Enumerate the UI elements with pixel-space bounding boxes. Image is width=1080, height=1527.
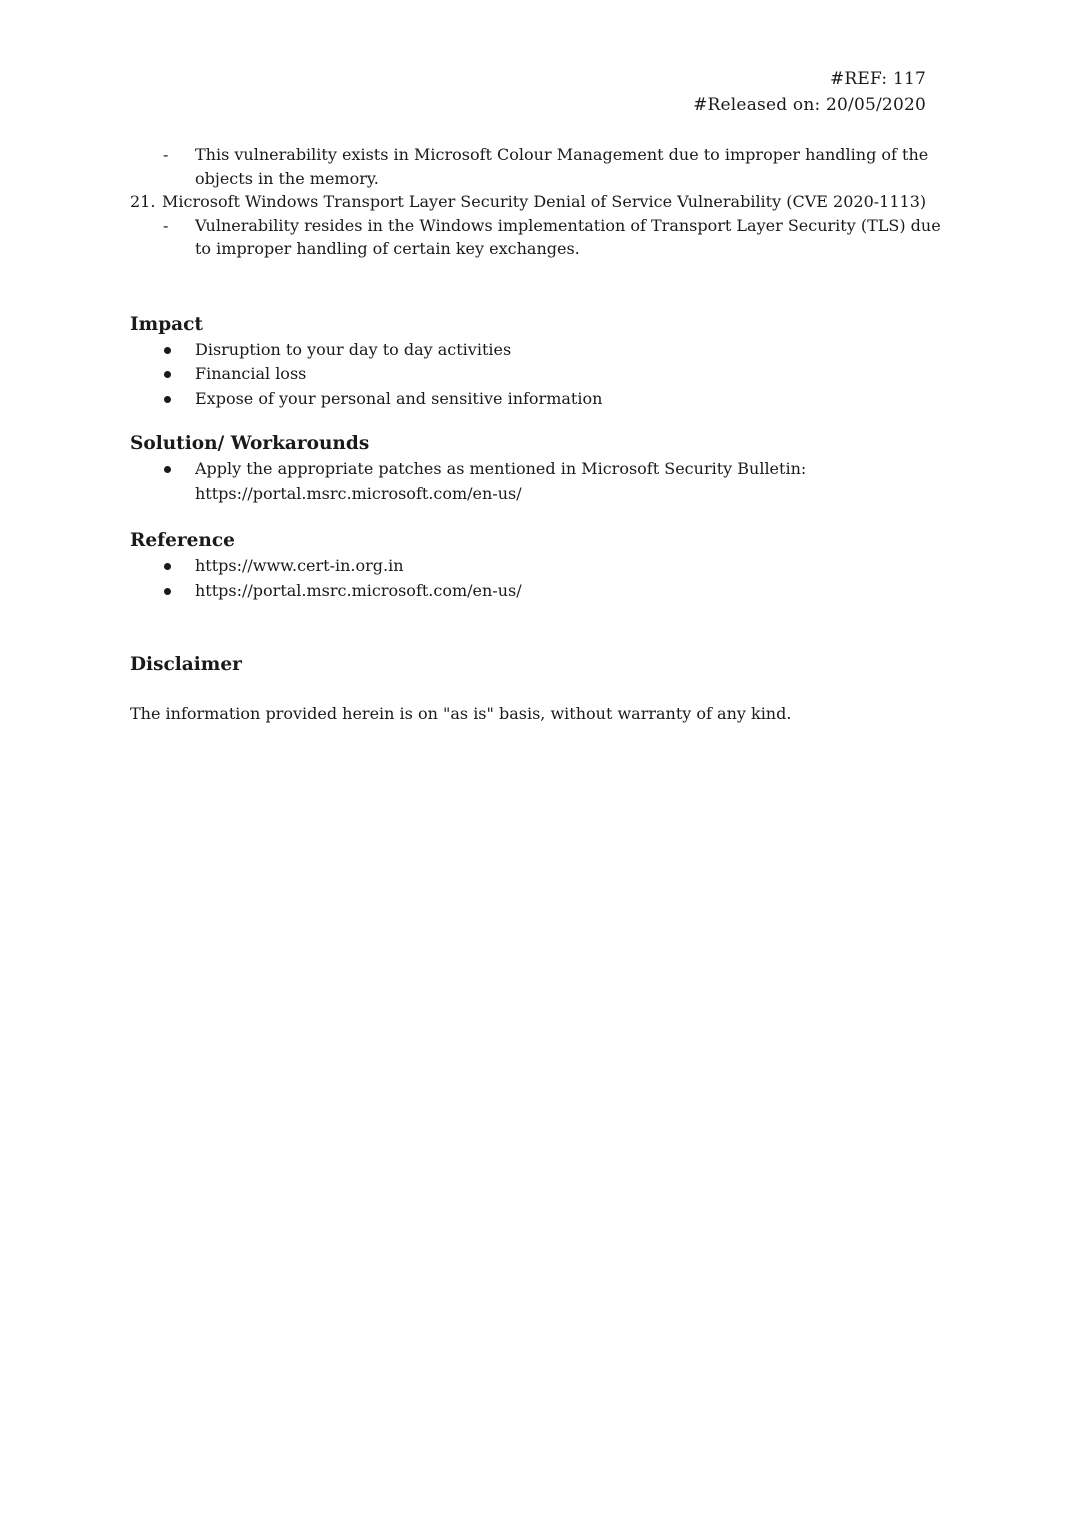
list-item: Apply the appropriate patches as mentioned in Microsoft Security Bulletin: https://portal.msrc.microsoft.com/en-us/	[130, 457, 948, 506]
list-item	[130, 554, 948, 579]
solution-section	[130, 431, 948, 506]
reference-heading: Reference	[130, 530, 235, 551]
bullet-icon	[164, 396, 171, 403]
msrc-portal-link[interactable]: https://portal.msrc.microsoft.com/en-us/	[195, 580, 522, 600]
cert-in-link[interactable]: https://www.cert-in.org.in	[195, 556, 404, 575]
release-date: #Released on: 20/05/2020	[693, 95, 926, 115]
bullet-icon	[164, 466, 171, 473]
document-header	[693, 66, 926, 118]
list-item: Disruption to your day to day activities	[130, 338, 948, 363]
list-number: 21.	[130, 192, 156, 211]
list-item: Expose of your personal and sensitive information	[130, 387, 948, 412]
dash-marker: -	[163, 145, 169, 164]
vulnerability-detail-20	[130, 143, 948, 190]
msrc-portal-link[interactable]: https://portal.msrc.microsoft.com/en-us/	[195, 483, 522, 503]
list-item	[130, 579, 948, 604]
vulnerability-item-21	[130, 190, 948, 214]
impact-list	[130, 338, 948, 412]
vulnerability-detail-text: This vulnerability exists in Microsoft Colour Management due to improper handling of the objects in the memory.	[195, 145, 929, 188]
solution-list	[130, 457, 948, 506]
impact-section	[130, 312, 948, 412]
disclaimer-text: The information provided herein is on "as is" basis, without warranty of any kind.	[130, 704, 792, 723]
bullet-icon	[164, 588, 171, 595]
vulnerability-title: Microsoft Windows Transport Layer Security Denial of Service Vulnerability (CVE 2020-1113)	[162, 192, 927, 211]
disclaimer-section	[130, 652, 948, 726]
bullet-icon	[164, 347, 171, 354]
reference-list	[130, 554, 948, 603]
reference-number: #REF: 117	[829, 69, 926, 89]
impact-heading: Impact	[130, 313, 203, 335]
disclaimer-heading: Disclaimer	[130, 654, 242, 675]
document-body	[130, 143, 948, 726]
list-item: Financial loss	[130, 362, 948, 387]
vulnerability-detail-21	[130, 214, 948, 261]
reference-section	[130, 528, 948, 603]
bullet-icon	[164, 371, 171, 378]
dash-marker: -	[163, 215, 169, 235]
solution-heading: Solution/ Workarounds	[130, 433, 370, 454]
vulnerability-detail-text: Vulnerability resides in the Windows implementation of Transport Layer Security (TLS) due to improper handling of certain key exchanges.	[195, 215, 941, 258]
bullet-icon	[164, 563, 171, 570]
